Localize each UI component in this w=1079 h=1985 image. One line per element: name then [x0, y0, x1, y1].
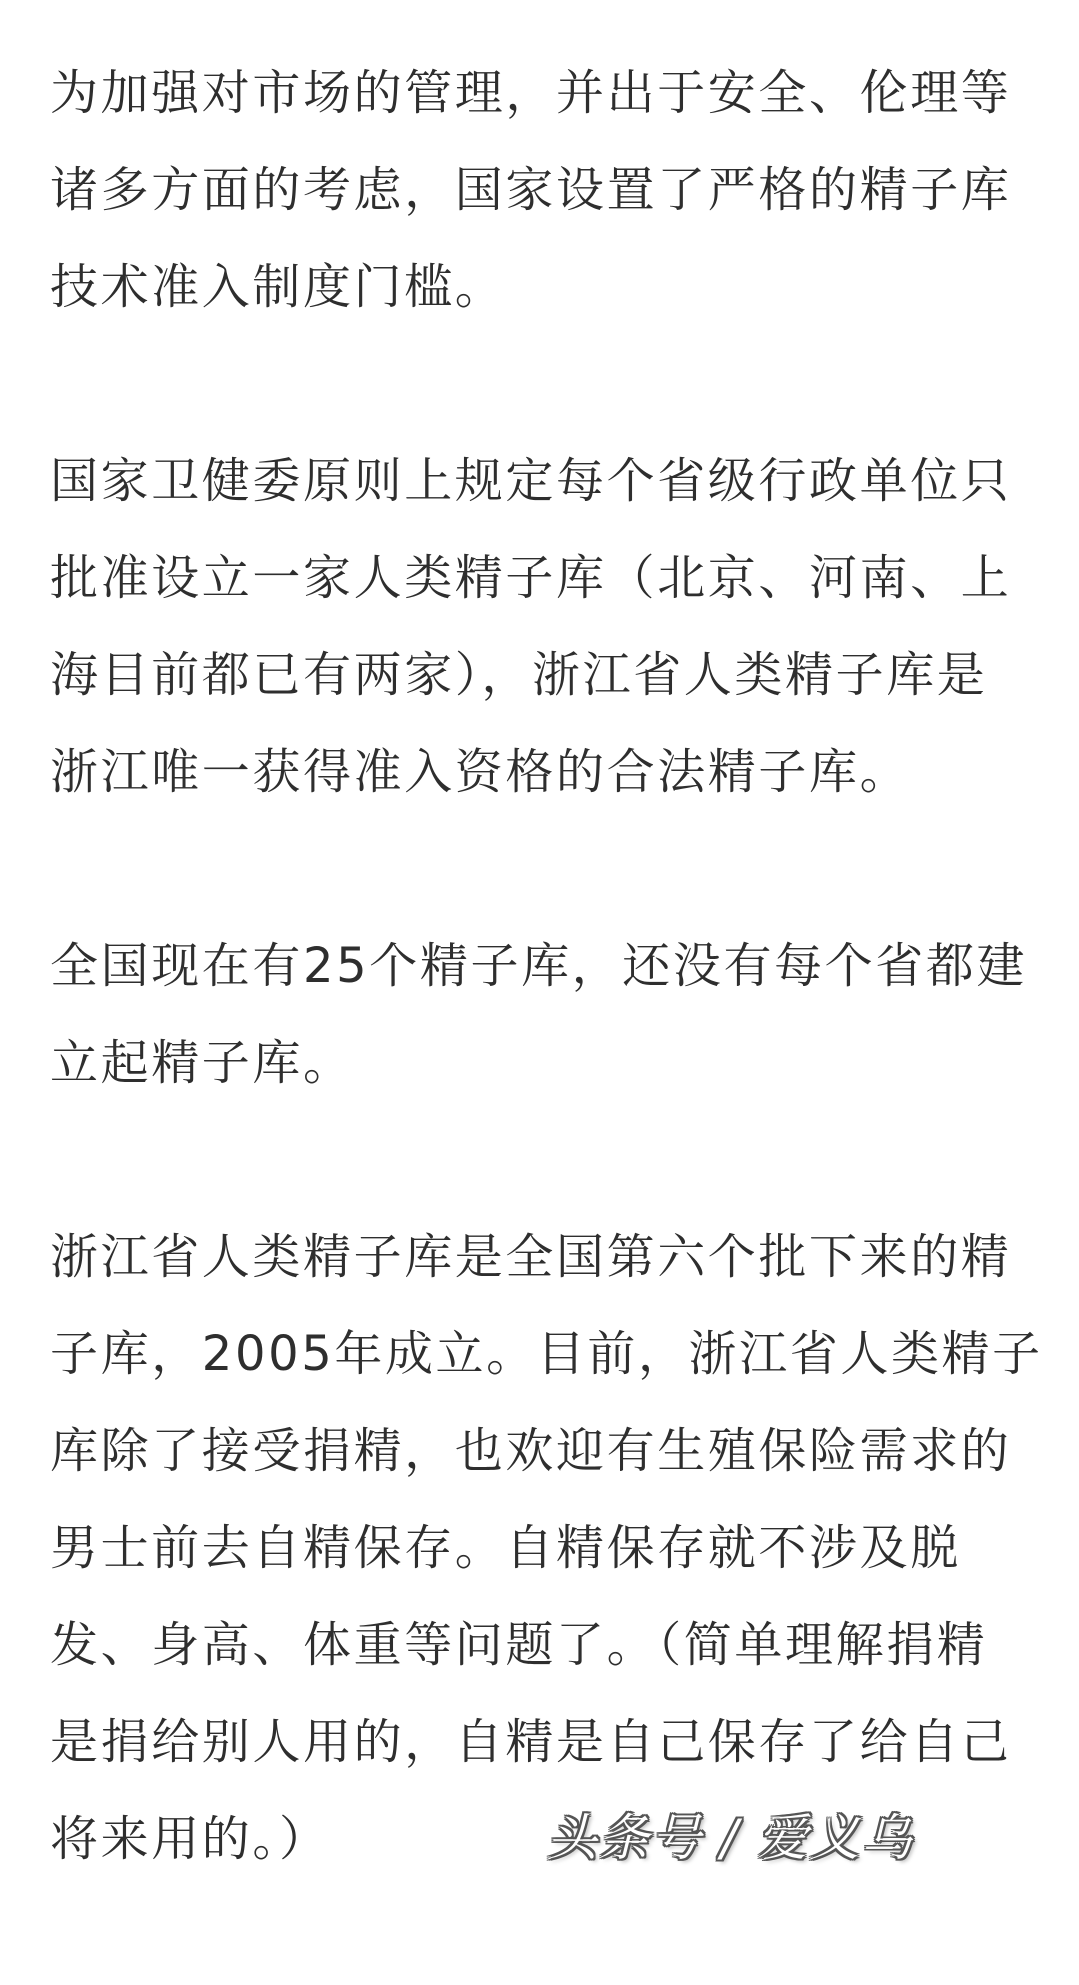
text-line: 发、身高、体重等问题了。（简单理解捐精	[50, 1617, 988, 1673]
paragraph-3	[50, 918, 1050, 1112]
text-line: 库除了接受捐精，也欢迎有生殖保险需求的	[50, 1423, 1012, 1479]
text-line: 为加强对市场的管理，并出于安全、伦理等	[50, 65, 1012, 121]
text-line: 子库，2005年成立。目前，浙江省人类精子	[50, 1326, 1043, 1382]
text-line: 海目前都已有两家），浙江省人类精子库是	[50, 647, 988, 703]
text-line: 批准设立一家人类精子库（北京、河南、上	[50, 550, 1012, 606]
text-line: 立起精子库。	[50, 1035, 354, 1091]
text-line: 浙江省人类精子库是全国第六个批下来的精	[50, 1229, 1012, 1285]
paragraph-4	[50, 1209, 1050, 1888]
paragraph-2	[50, 433, 1050, 821]
text-line: 将来用的。）	[50, 1811, 330, 1867]
text-line: 男士前去自精保存。自精保存就不涉及脱	[50, 1520, 961, 1576]
text-line: 技术准入制度门槛。	[50, 259, 506, 315]
text-line: 诸多方面的考虑，国家设置了严格的精子库	[50, 162, 1012, 218]
text-line: 浙江唯一获得准入资格的合法精子库。	[50, 744, 911, 800]
text-line: 国家卫健委原则上规定每个省级行政单位只	[50, 453, 1012, 509]
article-body	[50, 45, 1050, 1985]
paragraph-1	[50, 45, 1050, 336]
watermark-label: 头条号 / 爱义乌	[547, 1809, 914, 1867]
text-line: 是捐给别人用的，自精是自己保存了给自己	[50, 1714, 1012, 1770]
text-line: 全国现在有25个精子库，还没有每个省都建	[50, 938, 1028, 994]
